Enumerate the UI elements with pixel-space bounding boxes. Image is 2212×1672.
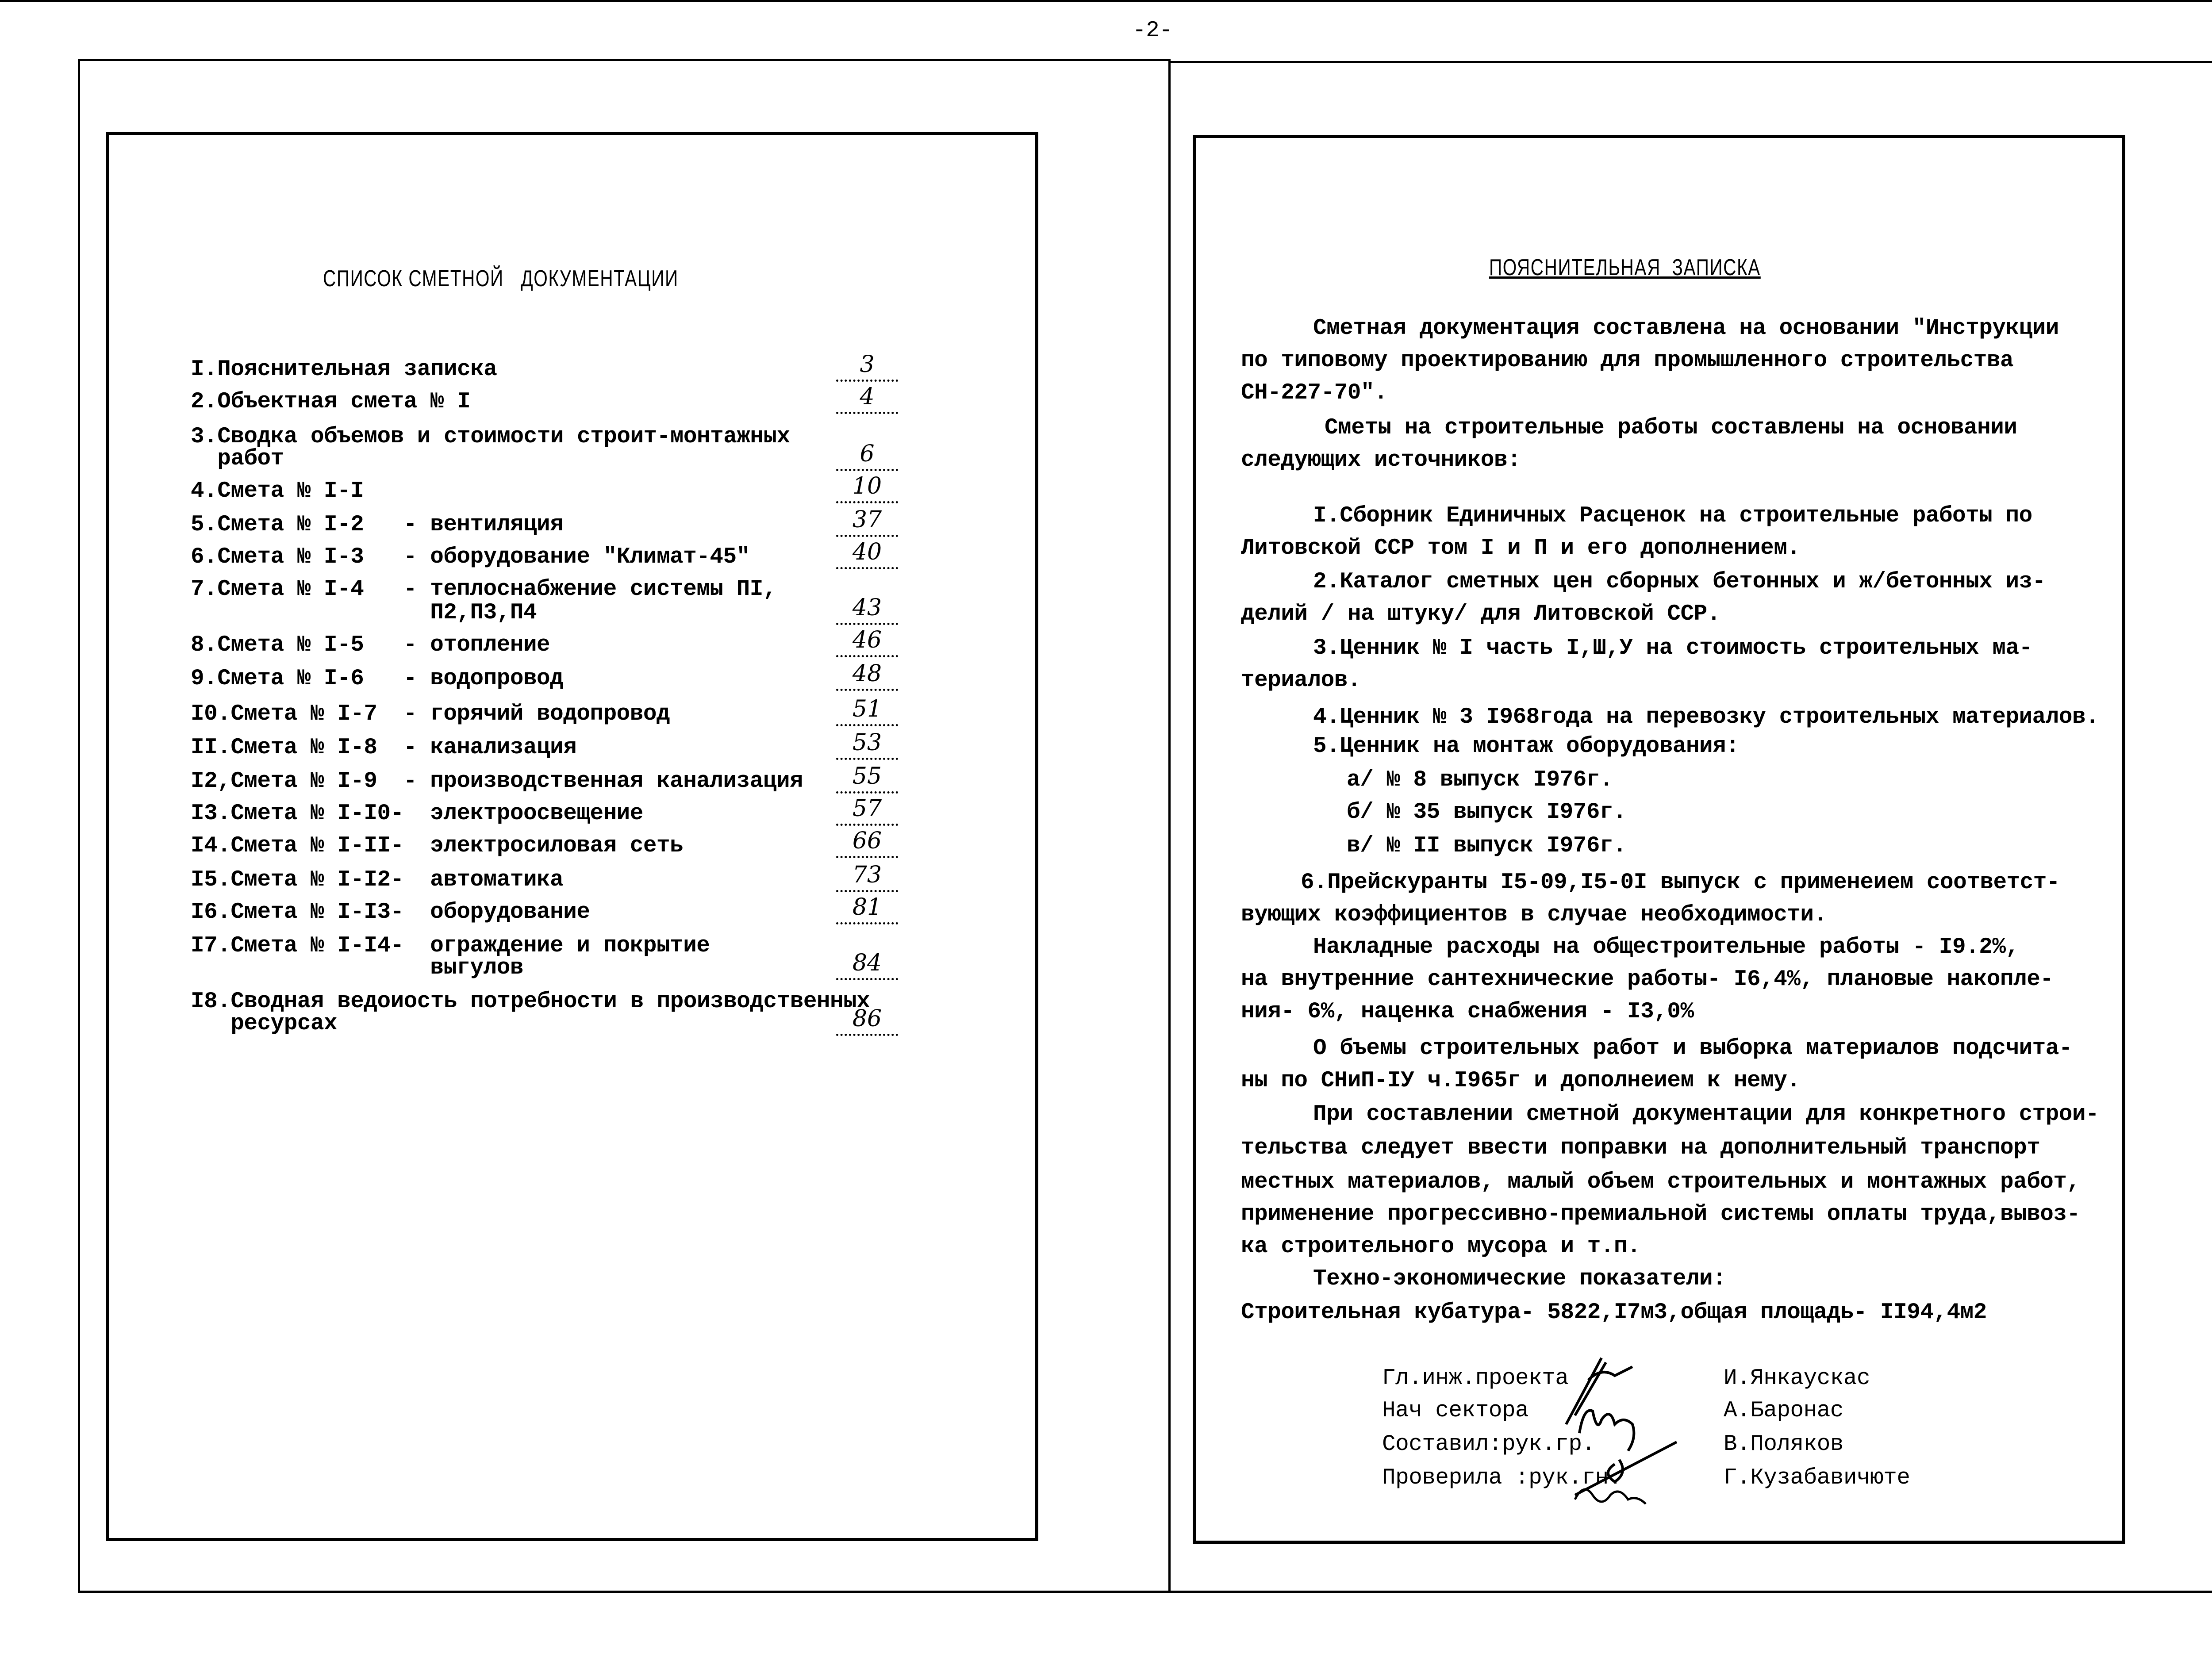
list-item-description: - оборудование "Климат-45" bbox=[403, 545, 750, 570]
list-item-label: 9.Смета № I-6 bbox=[191, 666, 364, 691]
list-item-continuation: ресурсах bbox=[191, 1011, 338, 1036]
note-text-line: Сметная документация составлена на основании "Инструкции bbox=[1313, 316, 2059, 341]
note-text-line: Строительная кубатура- 5822,I7м3,общая площадь- II94,4м2 bbox=[1241, 1300, 1987, 1325]
list-item-page-number: 81 bbox=[836, 895, 898, 924]
list-item-label: I3.Смета № I-I0- bbox=[191, 801, 404, 826]
note-text-line: Техно-экономические показатели: bbox=[1313, 1266, 1726, 1292]
list-item-page-number: 37 bbox=[836, 507, 898, 537]
note-text-line: следующих источников: bbox=[1241, 448, 1521, 473]
list-item-page-number: 53 bbox=[836, 730, 898, 760]
note-text-line: 3.Ценник № I часть I,Ш,У на стоимость строительных ма- bbox=[1313, 636, 2032, 661]
list-item-label: I2,Смета № I-9 bbox=[191, 769, 377, 794]
list-item-description: - канализация bbox=[403, 735, 577, 760]
note-text-line: СН-227-70". bbox=[1241, 380, 1388, 406]
list-item-label: I8.Сводная ведоиость потребности в производственных bbox=[191, 989, 870, 1014]
list-item-page-number: 84 bbox=[836, 951, 898, 980]
list-item-continuation: П2,П3,П4 bbox=[403, 600, 537, 625]
list-item-page-number: 57 bbox=[836, 796, 898, 826]
list-item-label: 5.Смета № I-2 bbox=[191, 512, 364, 537]
note-text-line: Накладные расходы на общестроительные работы - I9.2%, bbox=[1313, 935, 2019, 960]
note-text-line: При составлении сметной документации для конкретного строи- bbox=[1313, 1102, 2099, 1127]
list-item-page-number: 46 bbox=[836, 628, 898, 657]
list-item-label: I5.Смета № I-I2- bbox=[191, 867, 404, 893]
list-item-page-number: 55 bbox=[836, 764, 898, 794]
signature-role: Составил:рук.гр. bbox=[1382, 1432, 1595, 1457]
top-edge-line bbox=[0, 0, 2212, 2]
note-text-line: 6.Прейскуранты I5-09,I5-0I выпуск с применеием соответст- bbox=[1301, 870, 2060, 895]
list-item-description: электроосвещение bbox=[403, 801, 643, 826]
note-text-line: делий / на штуку/ для Литовской ССР. bbox=[1241, 602, 1720, 627]
signature-name: А.Баронас bbox=[1724, 1398, 1843, 1423]
note-text-line: ны по СНиП-IУ ч.I965г и дополнеием к нему. bbox=[1241, 1068, 1801, 1093]
list-item-page-number: 86 bbox=[836, 1006, 898, 1036]
list-item-page-number: 51 bbox=[836, 697, 898, 726]
list-item-description: - горячий водопровод bbox=[403, 702, 670, 727]
list-item-label: I4.Смета № I-II- bbox=[191, 833, 404, 859]
list-item-page-number: 66 bbox=[836, 828, 898, 858]
note-text-line: по типовому проектированию для промышленного строительства bbox=[1241, 348, 2014, 373]
list-item-description: оборудование bbox=[403, 900, 590, 925]
list-item-label: 8.Смета № I-5 bbox=[191, 633, 364, 658]
list-item-label: 2.Объектная смета № I bbox=[191, 389, 471, 414]
note-text-line: а/ № 8 выпуск I976г. bbox=[1347, 767, 1613, 793]
list-item-description: - производственная канализация bbox=[403, 769, 803, 794]
list-item-page-number: 4 bbox=[836, 384, 898, 414]
list-item-label: I.Пояснительная записка bbox=[191, 357, 497, 382]
note-text-line: О бъемы строительных работ и выборка материалов подсчита- bbox=[1313, 1036, 2072, 1061]
note-text-line: Сметы на строительные работы составлены на основании bbox=[1325, 415, 2017, 441]
note-text-line: применение прогрессивно-премиальной системы оплаты труда,вывоз- bbox=[1241, 1202, 2080, 1227]
signature-role: Нач сектора bbox=[1382, 1398, 1529, 1423]
list-item-page-number: 6 bbox=[836, 441, 898, 471]
signature-role: Проверила :рук.гн. bbox=[1382, 1465, 1622, 1491]
signature-name: Г.Кузабавичюте bbox=[1724, 1465, 1910, 1491]
list-item-label: I0.Смета № I-7 bbox=[191, 702, 377, 727]
list-item-description: ограждение и покрытие bbox=[403, 933, 710, 959]
list-item-label: 4.Смета № I-I bbox=[191, 479, 364, 504]
right-page-title: ПОЯСНИТЕЛЬНАЯ ЗАПИСКА bbox=[1489, 255, 1761, 280]
note-text-line: ния- 6%, наценка снабжения - I3,0% bbox=[1241, 999, 1694, 1024]
list-item-page-number: 40 bbox=[836, 540, 898, 569]
list-item-page-number: 73 bbox=[836, 863, 898, 892]
list-item-page-number: 3 bbox=[836, 352, 898, 382]
signature-icon bbox=[1548, 1349, 1747, 1517]
list-item-description: автоматика bbox=[403, 867, 564, 893]
page-number: -2- bbox=[1133, 18, 1173, 43]
note-text-line: I.Сборник Единичных Расценок на строительные работы по bbox=[1313, 503, 2032, 529]
list-item-description: - теплоснабжение системы ПI, bbox=[403, 577, 776, 602]
list-item-description: - вентиляция bbox=[403, 512, 564, 537]
note-text-line: ка строительного мусора и т.п. bbox=[1241, 1234, 1641, 1259]
note-text-line: 5.Ценник на монтаж оборудования: bbox=[1313, 734, 1740, 759]
list-item-description: электросиловая сеть bbox=[403, 833, 684, 859]
list-item-description: - отопление bbox=[403, 633, 550, 658]
list-item-label: 3.Сводка объемов и стоимости строит-монтажных bbox=[191, 424, 790, 449]
signature-name: И.Янкаускас bbox=[1724, 1366, 1870, 1391]
list-item-label: I7.Смета № I-I4- bbox=[191, 933, 404, 959]
list-item-page-number: 48 bbox=[836, 661, 898, 691]
signature-role: Гл.инж.проекта bbox=[1382, 1366, 1569, 1391]
list-item-page-number: 43 bbox=[836, 595, 898, 625]
list-item-label: I6.Смета № I-I3- bbox=[191, 900, 404, 925]
list-item-label: 6.Смета № I-3 bbox=[191, 545, 364, 570]
list-item-description: - водопровод bbox=[403, 666, 564, 691]
list-item-continuation: работ bbox=[191, 446, 284, 472]
list-item-label: 7.Смета № I-4 bbox=[191, 577, 364, 602]
right-page-inner-frame bbox=[1193, 135, 2125, 1544]
list-item-continuation: выгулов bbox=[403, 955, 523, 981]
list-item-page-number: 10 bbox=[836, 474, 898, 503]
signature-name: В.Поляков bbox=[1724, 1432, 1843, 1457]
list-item-label: II.Смета № I-8 bbox=[191, 735, 377, 760]
note-text-line: 2.Каталог сметных цен сборных бетонных и ж/бетонных из- bbox=[1313, 569, 2046, 594]
note-text-line: на внутренние сантехнические работы- I6,4%, плановые накопле- bbox=[1241, 967, 2054, 992]
note-text-line: б/ № 35 выпуск I976г. bbox=[1347, 800, 1627, 825]
note-text-line: 4.Ценник № 3 I968года на перевозку строительных материалов. bbox=[1313, 705, 2099, 730]
note-text-line: вующих коэффициентов в случае необходимости. bbox=[1241, 902, 1827, 928]
note-text-line: в/ № II выпуск I976г. bbox=[1347, 833, 1627, 859]
note-text-line: Литовской ССР том I и П и его дополнением. bbox=[1241, 536, 1801, 561]
note-text-line: териалов. bbox=[1241, 668, 1361, 693]
note-text-line: местных материалов, малый объем строительных и монтажных работ, bbox=[1241, 1170, 2080, 1195]
left-page-title: СПИСОК СМЕТНОЙ ДОКУМЕНТАЦИИ bbox=[323, 266, 679, 291]
note-text-line: тельства следует ввести поправки на дополнительный транспорт bbox=[1241, 1135, 2040, 1161]
